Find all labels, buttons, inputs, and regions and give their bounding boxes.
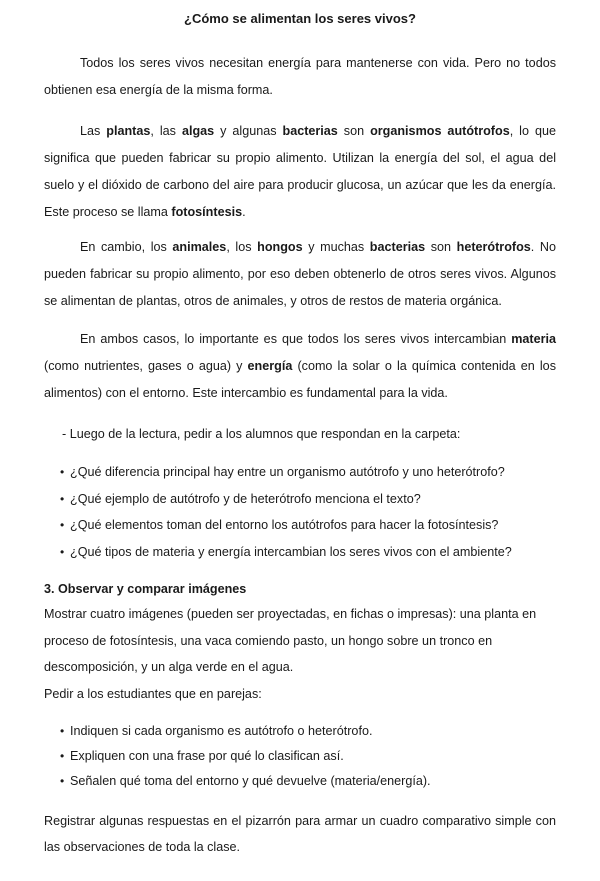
text-run: , los (226, 240, 258, 254)
text-run: , las (150, 124, 182, 138)
text-run: . No pueden fabricar su propio alimento, por eso deben obtenerlo de otros seres vivos. Algunos se alimentan de plantas, otros de animales, y otros de restos de materia orgánica. (44, 240, 556, 308)
text-run: . (242, 205, 246, 219)
text-run: y algunas (214, 124, 283, 138)
list-item: • ¿Qué ejemplo de autótrofo y de heterótrofo menciona el texto? (60, 490, 512, 517)
bold-term-bacterias: bacterias (369, 240, 426, 254)
bold-term-animales: animales (172, 240, 227, 254)
bold-term-heterotrofos: heterótrofos (456, 240, 531, 254)
section-3-line-2: proceso de fotosíntesis, una vaca comiendo pasto, un hongo sobre un tronco en (44, 633, 493, 648)
bold-term-materia: materia (511, 332, 556, 346)
section-3-line-3: descomposición, y un alga verde en el agua. (44, 660, 294, 674)
list-item: • ¿Qué elementos toman del entorno los autótrofos para hacer la fotosíntesis? (60, 516, 512, 543)
list-item: • Señalen qué toma del entorno y qué devuelve (materia/energía). (60, 772, 431, 797)
paragraph-heterotrofos (44, 234, 556, 315)
section-3-line-4: Pedir a los estudiantes que en parejas: (44, 686, 262, 701)
bold-term-plantas: plantas (106, 124, 151, 138)
reading-instruction: - Luego de la lectura, pedir a los alumnos que respondan en la carpeta: (62, 427, 461, 441)
bold-term-algas: algas (181, 124, 215, 138)
task-list (60, 722, 431, 797)
list-item: • ¿Qué tipos de materia y energía intercambian los seres vivos con el ambiente? (60, 543, 512, 570)
paragraph-autotrofos (44, 118, 556, 226)
question-list (60, 463, 512, 569)
text-run: (como nutrientes, gases o agua) y (44, 359, 248, 373)
closing-paragraph: Registrar algunas respuestas en el pizarrón para armar un cuadro comparativo simple con las observaciones de toda la clase. (44, 814, 556, 854)
text-run: y muchas (302, 240, 370, 254)
text-run: , lo que significa que pueden fabricar su propio alimento. Utilizan la energía del sol, el agua del suelo y el dióxido de carbono del aire para producir glucosa, un azúcar que les da energía. Este proceso se llama (44, 124, 556, 219)
text-run: En cambio, los (80, 240, 173, 254)
list-item: • ¿Qué diferencia principal hay entre un organismo autótrofo y uno heterótrofo? (60, 463, 512, 490)
bold-term-hongos: hongos (257, 240, 303, 254)
text-run: En ambos casos, lo importante es que todos los seres vivos intercambian (80, 332, 512, 346)
bold-term-energia: energía (247, 359, 293, 373)
paragraph-intro-text: Todos los seres vivos necesitan energía para mantenerse con vida. Pero no todos obtienen esa energía de la misma forma. (44, 56, 556, 97)
list-item: • Indiquen si cada organismo es autótrofo o heterótrofo. (60, 722, 431, 747)
text-run: Las (80, 124, 107, 138)
section-heading: 3. Observar y comparar imágenes (44, 582, 247, 596)
text-run: son (337, 124, 371, 138)
text-run: son (425, 240, 457, 254)
bold-term-organismos-autotrofos: organismos autótrofos (370, 124, 510, 138)
paragraph-intercambio (44, 326, 556, 407)
page-title: ¿Cómo se alimentan los seres vivos? (184, 11, 416, 26)
bold-term-fotosintesis: fotosíntesis (171, 205, 243, 219)
text-run: (como la solar o la química contenida en los alimentos) con el entorno. Este intercambio es fundamental para la vida. (44, 359, 556, 400)
list-item: • Expliquen con una frase por qué lo clasifican así. (60, 747, 431, 772)
paragraph-intro (44, 50, 556, 104)
section-3-line-1: Mostrar cuatro imágenes (pueden ser proyectadas, en fichas o impresas): una planta en (44, 607, 537, 621)
bold-term-bacterias: bacterias (282, 124, 338, 138)
